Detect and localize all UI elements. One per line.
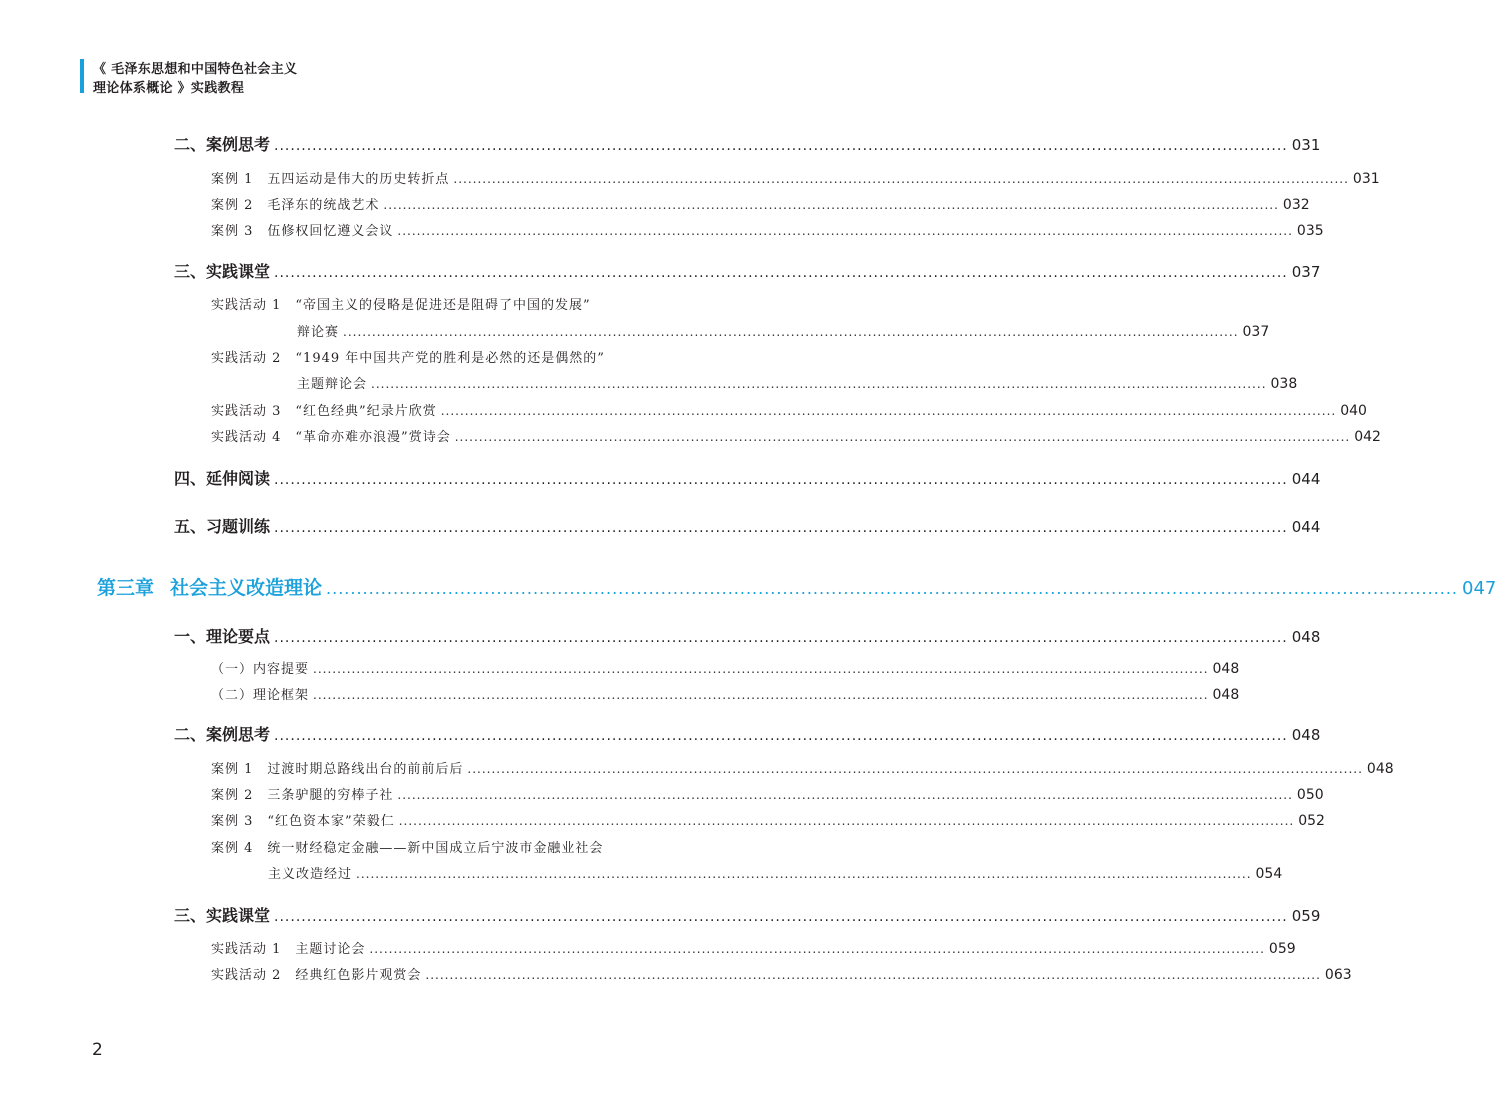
toc-page-number: 031	[1291, 136, 1321, 154]
toc-page-number: 048	[1366, 761, 1394, 777]
toc-page-number: 044	[1291, 470, 1321, 488]
toc-page-number: 031	[1352, 171, 1380, 187]
toc-leader-dots: ..........................................................................................................................................................................................	[274, 138, 1288, 154]
toc-leader-dots: ..........................................................................................................................................................................................	[453, 172, 1349, 186]
toc-entry-case-2-1[interactable]	[211, 758, 1394, 777]
toc-leader-dots: ..........................................................................................................................................................................................	[454, 430, 1351, 444]
toc-entry-case-2-3[interactable]	[211, 810, 1325, 829]
toc-entry-case-2-2[interactable]	[211, 784, 1324, 803]
toc-entry-activity-2-line-1[interactable]: 实践活动 2 “1949 年中国共产党的胜利是必然的还是偶然的”	[211, 351, 605, 366]
toc-chapter-3[interactable]	[97, 573, 1496, 600]
toc-page-number: 047	[1462, 578, 1496, 599]
toc-entry-label: 二、案例思考	[174, 135, 271, 154]
toc-page-number: 048	[1212, 687, 1240, 703]
toc-leader-dots: ..........................................................................................................................................................................................	[440, 404, 1337, 418]
toc-page-number: 050	[1296, 787, 1324, 803]
toc-entry-label: 案例 2 三条驴腿的穷棒子社	[211, 788, 394, 803]
toc-entry-activity-1-line-2[interactable]	[297, 321, 1270, 340]
toc-leader-dots: ..........................................................................................................................................................................................	[274, 909, 1288, 925]
toc-leader-dots: ..........................................................................................................................................................................................	[326, 579, 1459, 598]
toc-page-number: 040	[1340, 403, 1367, 419]
chapter-number: 第三章	[97, 577, 155, 599]
toc-entry-label: 四、延伸阅读	[174, 469, 271, 488]
toc-entry-label: 二、案例思考	[174, 725, 271, 744]
toc-entry-label: 实践活动 2 经典红色影片观赏会	[211, 968, 422, 983]
toc-entry-case-2[interactable]	[211, 194, 1310, 213]
toc-entry-label: 实践活动 4 “革命亦难亦浪漫”赏诗会	[211, 430, 451, 445]
toc-entry-case-1[interactable]	[211, 168, 1380, 187]
toc-entry-label: 实践活动 3 “红色经典”纪录片欣赏	[211, 404, 437, 419]
toc-entry-activity-2-2[interactable]	[211, 964, 1352, 983]
toc-leader-dots: ..........................................................................................................................................................................................	[313, 688, 1209, 702]
running-header-line-1: 《 毛泽东思想和中国特色社会主义	[93, 62, 298, 77]
toc-entry-content-summary[interactable]	[211, 658, 1240, 677]
toc-entry-label: 五、习题训练	[174, 517, 271, 536]
toc-page-number: 037	[1242, 324, 1270, 340]
toc-leader-dots: ..........................................................................................................................................................................................	[383, 198, 1279, 212]
toc-entry-case-3[interactable]	[211, 220, 1324, 239]
toc-leader-dots: ..........................................................................................................................................................................................	[274, 728, 1288, 744]
toc-section-extended-reading[interactable]	[174, 466, 1321, 489]
toc-leader-dots: ..........................................................................................................................................................................................	[274, 265, 1288, 281]
toc-entry-label: 一、理论要点	[174, 627, 271, 646]
toc-leader-dots: ..........................................................................................................................................................................................	[313, 662, 1209, 676]
toc-entry-case-2-4-line-2[interactable]	[268, 863, 1283, 882]
toc-page-number: 059	[1268, 941, 1296, 957]
toc-entry-label: 案例 3 伍修权回忆遵义会议	[211, 224, 394, 239]
toc-section-practice-2[interactable]	[174, 903, 1321, 926]
toc-page-number: 063	[1324, 967, 1352, 983]
toc-section-case-study[interactable]	[174, 132, 1321, 155]
toc-entry-activity-3[interactable]	[211, 400, 1367, 419]
toc-page-number: 052	[1298, 813, 1325, 829]
header-accent-bar	[80, 59, 84, 93]
toc-leader-dots: ..........................................................................................................................................................................................	[274, 472, 1288, 488]
toc-leader-dots: ..........................................................................................................................................................................................	[397, 224, 1293, 238]
toc-leader-dots: ..........................................................................................................................................................................................	[274, 520, 1288, 536]
toc-page-number: 038	[1270, 376, 1298, 392]
toc-entry-label: （一）内容提要	[211, 662, 310, 677]
toc-section-exercises[interactable]	[174, 514, 1321, 537]
toc-section-case-study-2[interactable]	[174, 722, 1321, 745]
page-number: 2	[92, 1040, 103, 1060]
toc-leader-dots: ..........................................................................................................................................................................................	[369, 942, 1265, 956]
toc-entry-label: （二）理论框架	[211, 688, 310, 703]
toc-entry-theory-framework[interactable]	[211, 684, 1240, 703]
toc-leader-dots: ..........................................................................................................................................................................................	[425, 968, 1321, 982]
toc-section-theory-points[interactable]	[174, 624, 1321, 647]
toc-leader-dots: ..........................................................................................................................................................................................	[397, 788, 1293, 802]
running-header-line-2: 理论体系概论 》实践教程	[93, 81, 245, 96]
toc-page-number: 032	[1282, 197, 1310, 213]
toc-page-number: 035	[1296, 223, 1324, 239]
toc-leader-dots: ..........................................................................................................................................................................................	[274, 630, 1288, 646]
toc-entry-label: 实践活动 1 主题讨论会	[211, 942, 366, 957]
toc-page-number: 059	[1291, 907, 1321, 925]
toc-leader-dots: ..........................................................................................................................................................................................	[398, 814, 1295, 828]
toc-entry-label: 案例 3 “红色资本家”荣毅仁	[211, 814, 395, 829]
toc-page-number: 044	[1291, 518, 1321, 536]
toc-page-number: 042	[1354, 429, 1381, 445]
toc-page-number: 048	[1291, 628, 1321, 646]
toc-entry-label: 主义改造经过	[268, 867, 353, 882]
toc-entry-activity-4[interactable]	[211, 426, 1381, 445]
toc-entry-label: 三、实践课堂	[174, 262, 271, 281]
toc-entry-activity-2-line-2[interactable]	[297, 373, 1298, 392]
toc-leader-dots: ..........................................................................................................................................................................................	[343, 325, 1239, 339]
toc-leader-dots: ..........................................................................................................................................................................................	[467, 762, 1363, 776]
toc-entry-label: 案例 1 五四运动是伟大的历史转折点	[211, 172, 450, 187]
toc-page-number: 037	[1291, 263, 1321, 281]
toc-leader-dots: ..........................................................................................................................................................................................	[371, 377, 1267, 391]
toc-leader-dots: ..........................................................................................................................................................................................	[356, 867, 1252, 881]
toc-entry-label: 三、实践课堂	[174, 906, 271, 925]
toc-page-number: 048	[1212, 661, 1240, 677]
toc-entry-label: 主题辩论会	[297, 377, 368, 392]
toc-entry-label: 案例 1 过渡时期总路线出台的前前后后	[211, 762, 464, 777]
toc-page-number: 048	[1291, 726, 1321, 744]
toc-page-number: 054	[1255, 866, 1283, 882]
toc-entry-activity-2-1[interactable]	[211, 938, 1296, 957]
toc-entry-activity-1-line-1[interactable]: 实践活动 1 “帝国主义的侵略是促进还是阻碍了中国的发展”	[211, 298, 591, 313]
toc-entry-case-2-4-line-1[interactable]: 案例 4 统一财经稳定金融——新中国成立后宁波市金融业社会	[211, 841, 604, 856]
toc-entry-label: 案例 2 毛泽东的统战艺术	[211, 198, 380, 213]
toc-entry-label: 辩论赛	[297, 325, 340, 340]
chapter-title: 社会主义改造理论	[170, 577, 323, 599]
toc-section-practice[interactable]	[174, 259, 1321, 282]
